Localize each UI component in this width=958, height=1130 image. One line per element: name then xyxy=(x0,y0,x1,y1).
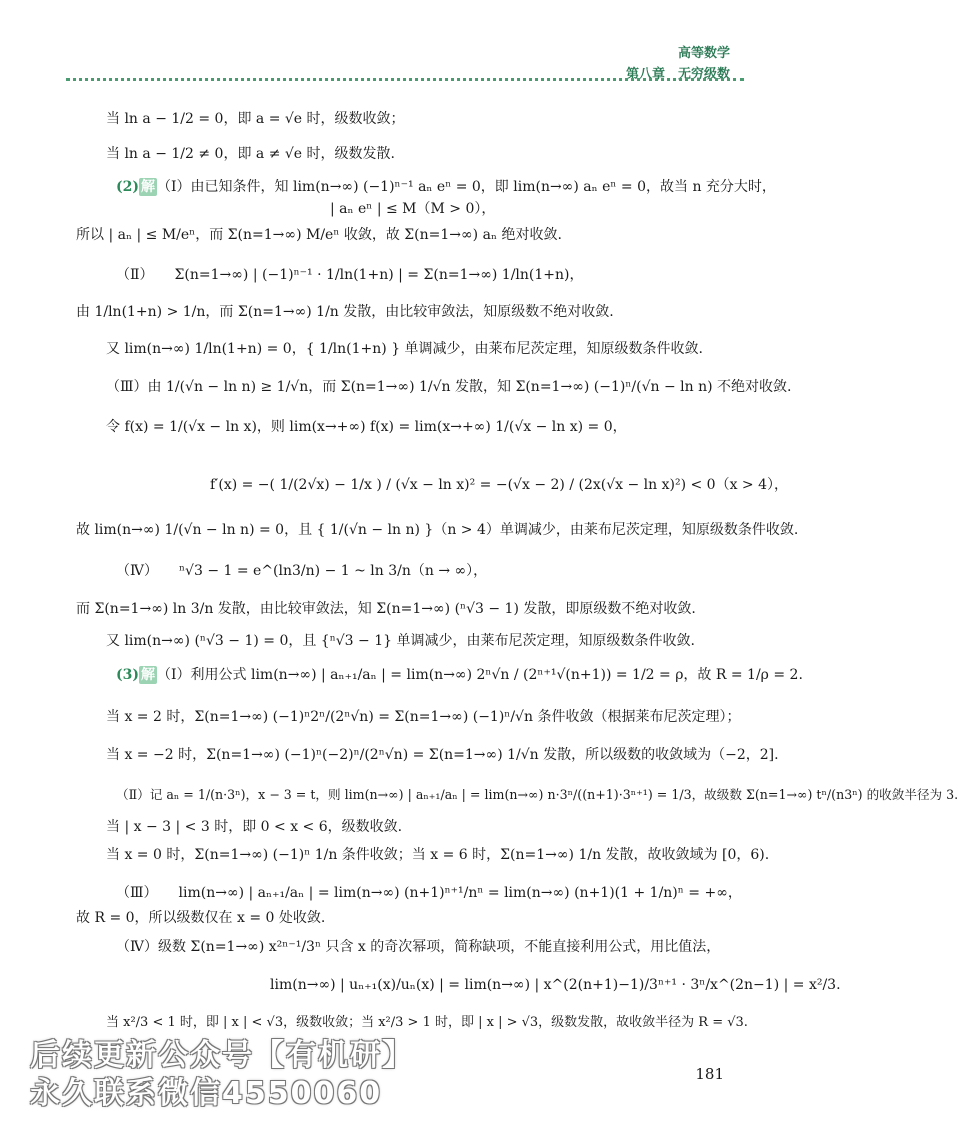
solve-tag: 解 xyxy=(141,179,155,195)
book-title: 高等数学 xyxy=(677,46,730,61)
text-line: （Ⅲ）由 1/(√n − ln n) ≥ 1/√n，而 Σ(n=1→∞) 1/√n 发散，知 Σ(n=1→∞) (−1)ⁿ/(√n − ln n) 不绝对收敛. xyxy=(106,379,792,395)
text-line: 由 1/ln(1+n) > 1/n，而 Σ(n=1→∞) 1/n 发散，由比较审敛法，知原级数不绝对收敛. xyxy=(76,304,614,320)
text-line: 而 Σ(n=1→∞) ln 3/n 发散，由比较审敛法，知 Σ(n=1→∞) (ⁿ√3 − 1) 发散，即原级数不绝对收敛. xyxy=(76,601,696,617)
text-line: （Ⅳ） ⁿ√3 − 1 = e^(ln3/n) − 1 ~ ln 3/n（n → ∞）， xyxy=(116,563,488,579)
text-line: f′(x) = −( 1/(2√x) − 1/x ) / (√x − ln x)² = −(√x − 2) / (2x(√x − ln x)²) < 0（x > 4）， xyxy=(210,477,789,493)
watermark-line-2: 永久联系微信4550060 xyxy=(30,1076,383,1111)
watermark-line-1: 后续更新公众号【有机研】 xyxy=(30,1038,414,1073)
chapter-title: 第八章 无穷级数 xyxy=(625,67,730,82)
text-line: | aₙ eⁿ | ≤ M（M > 0）， xyxy=(330,201,496,217)
text-line: 当 x = 0 时，Σ(n=1→∞) (−1)ⁿ 1/n 条件收敛；当 x = 6 时，Σ(n=1→∞) 1/n 发散，故收敛域为 [0，6). xyxy=(106,847,770,863)
part-label: (3) xyxy=(116,667,139,683)
text-line: （Ⅲ） lim(n→∞) | aₙ₊₁/aₙ | = lim(n→∞) (n+1)ⁿ⁺¹/nⁿ = lim(n→∞) (n+1)(1 + 1/n)ⁿ = +∞， xyxy=(116,885,742,901)
part-label: (2) xyxy=(116,179,139,195)
header-divider xyxy=(66,78,744,81)
text-line: （Ⅱ）记 aₙ = 1/(n·3ⁿ)，x − 3 = t，则 lim(n→∞) | aₙ₊₁/aₙ | = lim(n→∞) n·3ⁿ/((n+1)·3ⁿ⁺¹) = 1/3，故级数 Σ(n=1→∞) tⁿ/(n3ⁿ) 的收敛半径为 3. xyxy=(116,787,958,802)
solve-tag: 解 xyxy=(141,667,155,683)
text-line: 当 | x − 3 | < 3 时，即 0 < x < 6，级数收敛. xyxy=(106,819,403,835)
page-number: 181 xyxy=(695,1065,724,1083)
text-line: 又 lim(n→∞) (ⁿ√3 − 1) = 0，且 {ⁿ√3 − 1} 单调减少，由莱布尼茨定理，知原级数条件收敛. xyxy=(106,633,695,649)
text-line: 故 lim(n→∞) 1/(√n − ln n) = 0，且 { 1/(√n − ln n) }（n > 4）单调减少，由莱布尼茨定理，知原级数条件收敛. xyxy=(76,522,799,538)
text-line: 当 x = 2 时，Σ(n=1→∞) (−1)ⁿ2ⁿ/(2ⁿ√n) = Σ(n=1→∞) (−1)ⁿ/√n 条件收敛（根据莱布尼茨定理）； xyxy=(106,709,741,725)
text-line: 所以 | aₙ | ≤ M/eⁿ，而 Σ(n=1→∞) M/eⁿ 收敛，故 Σ(n=1→∞) aₙ 绝对收敛. xyxy=(76,227,562,243)
text-line: （Ⅳ）级数 Σ(n=1→∞) x²ⁿ⁻¹/3ⁿ 只含 x 的奇次幂项，简称缺项，不能直接利用公式，用比值法， xyxy=(116,939,721,955)
text-line: 故 R = 0，所以级数仅在 x = 0 处收敛. xyxy=(76,910,326,926)
text-line: 当 x = −2 时，Σ(n=1→∞) (−1)ⁿ(−2)ⁿ/(2ⁿ√n) = Σ(n=1→∞) 1/√n 发散，所以级数的收敛域为（−2，2]. xyxy=(106,747,779,763)
page-header xyxy=(626,42,730,82)
text-line: 又 lim(n→∞) 1/ln(1+n) = 0，{ 1/ln(1+n) } 单调减少，由莱布尼茨定理，知原级数条件收敛. xyxy=(106,341,704,357)
text-line: lim(n→∞) | uₙ₊₁(x)/uₙ(x) | = lim(n→∞) | x^(2(n+1)−1)/3ⁿ⁺¹ · 3ⁿ/x^(2n−1) | = x²/3. xyxy=(270,977,841,993)
text-line-part2 xyxy=(116,178,776,196)
text-line: 当 x²/3 < 1 时，即 | x | < √3，级数收敛；当 x²/3 > 1 时，即 | x | > √3，级数发散，故收敛半径为 R = √3. xyxy=(106,1015,748,1030)
text-content: （Ⅰ）利用公式 lim(n→∞) | aₙ₊₁/aₙ | = lim(n→∞) 2ⁿ√n / (2ⁿ⁺¹√(n+1)) = 1/2 = ρ，故 R = 1/ρ = 2. xyxy=(157,667,803,683)
text-line: 当 ln a − 1/2 ≠ 0，即 a ≠ √e 时，级数发散. xyxy=(106,146,395,162)
text-line-part3 xyxy=(116,666,803,684)
text-content: （Ⅰ）由已知条件，知 lim(n→∞) (−1)ⁿ⁻¹ aₙ eⁿ = 0，即 lim(n→∞) aₙ eⁿ = 0，故当 n 充分大时， xyxy=(157,179,776,195)
text-line: （Ⅱ） Σ(n=1→∞) | (−1)ⁿ⁻¹ · 1/ln(1+n) | = Σ(n=1→∞) 1/ln(1+n)， xyxy=(116,267,584,283)
text-line: 当 ln a − 1/2 = 0，即 a = √e 时，级数收敛； xyxy=(106,111,405,127)
text-line: 令 f(x) = 1/(√x − ln x)，则 lim(x→+∞) f(x) = lim(x→+∞) 1/(√x − ln x) = 0， xyxy=(106,419,627,435)
